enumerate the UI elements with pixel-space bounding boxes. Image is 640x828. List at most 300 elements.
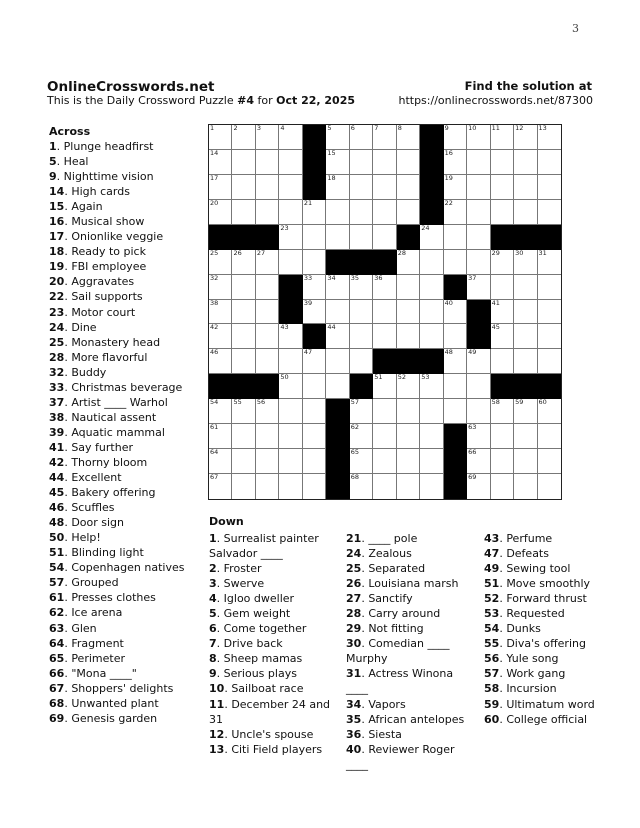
grid-cell[interactable] [279,474,302,499]
clue-text: Genesis garden [71,711,158,725]
cell-number: 51 [374,373,383,382]
grid-cell[interactable] [373,324,396,349]
grid-cell[interactable] [303,474,326,499]
grid-cell[interactable] [373,300,396,325]
grid-cell[interactable] [538,324,561,349]
grid-cell[interactable] [514,424,537,449]
grid-cell[interactable] [303,374,326,399]
cell-number: 12 [515,124,524,132]
grid-cell[interactable] [373,125,396,150]
grid-cell[interactable] [467,250,490,275]
cell-number: 55 [233,398,242,407]
grid-cell[interactable] [303,449,326,474]
grid-cell[interactable] [444,175,467,200]
grid-cell[interactable] [256,175,279,200]
grid-cell[interactable] [232,275,255,300]
grid-cell[interactable] [420,225,443,250]
puzzle-subtitle [47,94,355,107]
grid-cell[interactable] [256,250,279,275]
grid-cell[interactable] [491,324,514,349]
grid-cell[interactable] [420,250,443,275]
grid-cell[interactable] [232,250,255,275]
grid-cell[interactable] [373,200,396,225]
clue-number: 57 [49,576,65,590]
site-title: OnlineCrosswords.net [47,79,215,95]
grid-cell[interactable] [350,150,373,175]
grid-cell[interactable] [467,349,490,374]
grid-cell[interactable] [420,399,443,424]
clue-text: Zealous [368,547,412,561]
grid-cell[interactable] [491,349,514,374]
grid-cell[interactable] [279,150,302,175]
grid-cell[interactable] [209,125,232,150]
grid-cell[interactable] [303,250,326,275]
grid-cell[interactable] [279,225,302,250]
grid-cell[interactable] [491,275,514,300]
grid-cell[interactable] [420,300,443,325]
grid-cell[interactable] [209,250,232,275]
grid-cell[interactable] [444,125,467,150]
grid-cell[interactable] [397,374,420,399]
grid-cell[interactable] [444,399,467,424]
grid-cell[interactable] [279,449,302,474]
grid-cell[interactable] [232,150,255,175]
grid-cell[interactable] [514,275,537,300]
grid-cell[interactable] [326,275,349,300]
grid-cell[interactable] [209,275,232,300]
clue-item: 46. Scuffles [49,501,115,515]
down-heading: Down [209,515,244,528]
clue-text: Onionlike veggie [71,230,164,244]
grid-cell[interactable] [256,324,279,349]
grid-cell[interactable] [209,175,232,200]
grid-cell[interactable] [467,175,490,200]
clue-item: 28. More flavorful [49,350,148,364]
cell-number: 25 [210,248,219,257]
grid-cell[interactable] [467,225,490,250]
grid-cell[interactable] [256,399,279,424]
cell-number: 17 [210,173,219,182]
cell-number: 19 [444,173,453,182]
clue-number: 9 [209,667,217,681]
clue-item: 21. ____ pole [346,532,418,545]
black-square [514,374,537,399]
grid-cell[interactable] [303,225,326,250]
down-clues-column-2 [346,531,474,772]
grid-cell[interactable] [279,374,302,399]
grid-cell[interactable] [538,300,561,325]
clue-number: 46 [49,501,65,515]
cell-number: 60 [538,398,547,407]
grid-cell[interactable] [514,449,537,474]
cell-number: 57 [350,398,360,407]
grid-cell[interactable] [279,125,302,150]
cell-number: 45 [491,323,500,332]
clue-text: Shoppers' delights [71,681,174,695]
grid-cell[interactable] [279,424,302,449]
grid-cell[interactable] [373,150,396,175]
grid-cell[interactable] [397,424,420,449]
grid-cell[interactable] [491,200,514,225]
clue-item: 20. Aggravates [49,275,135,289]
grid-cell[interactable] [397,474,420,499]
clue-text: Heal [63,155,89,169]
clue-item: 67. Shoppers' delights [49,681,174,695]
grid-cell[interactable] [444,374,467,399]
grid-cell[interactable] [538,125,561,150]
grid-cell[interactable] [538,399,561,424]
clue-number: 23 [49,305,65,319]
clue-number: 15 [49,200,65,214]
clue-item: 24. Dine [49,320,97,334]
grid-cell[interactable] [538,349,561,374]
grid-cell[interactable] [514,175,537,200]
grid-cell[interactable] [350,175,373,200]
grid-cell[interactable] [397,275,420,300]
clue-item: 25. Separated [346,562,426,576]
grid-cell[interactable] [232,125,255,150]
black-square [420,200,443,225]
clue-item: 14. High cards [49,185,130,199]
grid-cell[interactable] [232,324,255,349]
clue-item: 55. Diva's offering [484,637,586,651]
grid-cell[interactable] [232,449,255,474]
grid-cell[interactable] [350,424,373,449]
grid-cell[interactable] [209,449,232,474]
grid-cell[interactable] [538,424,561,449]
cell-number: 14 [210,148,219,157]
black-square [373,349,396,374]
black-square [420,150,443,175]
grid-cell[interactable] [303,300,326,325]
grid-cell[interactable] [467,424,490,449]
grid-cell[interactable] [444,349,467,374]
grid-cell[interactable] [397,175,420,200]
grid-cell[interactable] [256,125,279,150]
cell-number: 56 [256,398,266,407]
down-clues-column-3 [484,531,604,727]
grid-cell[interactable] [514,474,537,499]
clue-item: 61. Presses clothes [49,591,156,605]
grid-cell[interactable] [279,399,302,424]
grid-cell[interactable] [420,449,443,474]
grid-cell[interactable] [350,200,373,225]
grid-cell[interactable] [373,374,396,399]
grid-cell[interactable] [397,200,420,225]
grid-cell[interactable] [514,349,537,374]
grid-cell[interactable] [326,374,349,399]
clue-number: 6 [209,622,217,636]
grid-cell[interactable] [209,349,232,374]
cell-number: 63 [468,423,477,432]
clue-text: Defeats [506,547,549,561]
cell-number: 44 [327,323,336,332]
clue-number: 66 [49,666,65,680]
grid-cell[interactable] [397,324,420,349]
grid-cell[interactable] [420,275,443,300]
clue-number: 54 [49,561,65,575]
grid-cell[interactable] [326,300,349,325]
grid-cell[interactable] [373,225,396,250]
clue-text: Thorny bloom [71,455,148,469]
cell-number: 26 [233,248,242,257]
grid-cell[interactable] [420,324,443,349]
black-square [491,374,514,399]
grid-cell[interactable] [350,324,373,349]
grid-cell[interactable] [350,225,373,250]
clue-item: 10. Sailboat race [209,682,304,696]
cell-number: 29 [491,248,500,257]
clue-text: Louisiana marsh [368,577,459,591]
grid-cell[interactable] [397,449,420,474]
clue-number: 51 [49,546,65,560]
black-square [444,275,467,300]
grid-cell[interactable] [326,175,349,200]
grid-cell[interactable] [467,200,490,225]
clue-number: 25 [346,562,362,576]
grid-cell[interactable] [444,250,467,275]
grid-cell[interactable] [279,200,302,225]
grid-cell[interactable] [209,424,232,449]
grid-cell[interactable] [232,424,255,449]
black-square [491,225,514,250]
grid-cell[interactable] [303,424,326,449]
grid-cell[interactable] [491,250,514,275]
clue-text: Sanctify [368,592,413,606]
grid-cell[interactable] [444,150,467,175]
grid-cell[interactable] [444,300,467,325]
grid-cell[interactable] [209,150,232,175]
grid-cell[interactable] [420,374,443,399]
grid-cell[interactable] [538,200,561,225]
grid-cell[interactable] [538,150,561,175]
clue-text: FBI employee [71,260,147,274]
clue-number: 39 [49,425,65,439]
grid-cell[interactable] [467,275,490,300]
grid-cell[interactable] [279,324,302,349]
grid-cell[interactable] [491,424,514,449]
grid-cell[interactable] [350,349,373,374]
grid-cell[interactable] [256,474,279,499]
grid-cell[interactable] [350,449,373,474]
grid-cell[interactable] [538,175,561,200]
cell-number: 11 [491,124,500,132]
cell-number: 23 [280,223,289,232]
grid-cell[interactable] [538,474,561,499]
clue-text: Siesta [368,727,402,741]
solution-url[interactable]: https://onlinecrosswords.net/87300 [398,94,593,107]
grid-cell[interactable] [444,225,467,250]
grid-cell[interactable] [350,399,373,424]
grid-cell[interactable] [444,200,467,225]
grid-cell[interactable] [373,474,396,499]
grid-cell[interactable] [514,399,537,424]
cell-number: 59 [515,398,524,407]
grid-cell[interactable] [420,424,443,449]
grid-cell[interactable] [538,250,561,275]
grid-cell[interactable] [467,474,490,499]
clue-text: Sail supports [71,290,143,304]
grid-cell[interactable] [467,374,490,399]
grid-cell[interactable] [538,449,561,474]
clue-number: 35 [346,712,362,726]
grid-cell[interactable] [350,300,373,325]
clue-item: 37. Artist ____ Warhol [49,395,168,409]
grid-cell[interactable] [420,474,443,499]
black-square [444,424,467,449]
cell-number: 52 [397,373,406,382]
clue-item: 60. College official [484,712,588,726]
cell-number: 68 [350,473,360,482]
grid-cell[interactable] [303,200,326,225]
grid-cell[interactable] [256,200,279,225]
clue-text: Dunks [506,622,541,636]
grid-cell[interactable] [256,275,279,300]
grid-cell[interactable] [491,474,514,499]
grid-cell[interactable] [491,399,514,424]
grid-cell[interactable] [209,200,232,225]
black-square [256,374,279,399]
grid-cell[interactable] [373,449,396,474]
grid-cell[interactable] [373,175,396,200]
grid-cell[interactable] [514,200,537,225]
clue-item: 48. Door sign [49,516,125,530]
clue-number: 29 [346,622,362,636]
clue-number: 5 [209,607,217,621]
grid-cell[interactable] [514,250,537,275]
black-square [256,225,279,250]
grid-cell[interactable] [514,150,537,175]
black-square [397,225,420,250]
grid-cell[interactable] [303,399,326,424]
black-square [538,374,561,399]
grid-cell[interactable] [232,474,255,499]
cell-number: 8 [397,124,402,132]
clue-text: Drive back [223,637,283,651]
clue-text: Christmas beverage [71,380,183,394]
grid-cell[interactable] [514,300,537,325]
clue-text: Carry around [368,607,441,621]
grid-cell[interactable] [350,275,373,300]
clue-item: 41. Say further [49,440,133,454]
grid-cell[interactable] [209,474,232,499]
grid-cell[interactable] [256,424,279,449]
clue-item: 23. Motor court [49,305,136,319]
grid-cell[interactable] [467,449,490,474]
grid-cell[interactable] [373,424,396,449]
grid-cell[interactable] [491,125,514,150]
black-square [232,225,255,250]
grid-cell[interactable] [232,349,255,374]
grid-cell[interactable] [491,175,514,200]
grid-cell[interactable] [326,349,349,374]
grid-cell[interactable] [209,324,232,349]
grid-cell[interactable] [326,125,349,150]
grid-cell[interactable] [491,150,514,175]
grid-cell[interactable] [256,300,279,325]
cell-number: 48 [444,348,453,357]
grid-cell[interactable] [514,125,537,150]
grid-cell[interactable] [326,150,349,175]
grid-cell[interactable] [326,324,349,349]
grid-cell[interactable] [373,399,396,424]
clue-number: 60 [484,712,500,726]
grid-cell[interactable] [491,300,514,325]
clue-number: 41 [49,440,65,454]
grid-cell[interactable] [303,349,326,374]
grid-cell[interactable] [397,250,420,275]
cell-number: 46 [210,348,219,357]
grid-cell[interactable] [232,399,255,424]
cell-number: 3 [256,124,262,132]
clue-text: Presses clothes [71,591,156,605]
clue-number: 55 [484,637,500,651]
grid-cell[interactable] [350,474,373,499]
cell-number: 37 [468,273,477,282]
clue-text: Copenhagen natives [71,561,185,575]
grid-cell[interactable] [397,125,420,150]
clue-number: 8 [209,652,217,666]
clue-text: African antelopes [368,712,465,726]
black-square [350,250,373,275]
clue-text: Monastery head [71,335,161,349]
grid-cell[interactable] [232,175,255,200]
cell-number: 27 [256,248,266,257]
grid-cell[interactable] [397,300,420,325]
grid-cell[interactable] [467,399,490,424]
clue-number: 19 [49,260,65,274]
grid-cell[interactable] [326,200,349,225]
cell-number: 54 [210,398,219,407]
grid-cell[interactable] [444,324,467,349]
grid-cell[interactable] [232,200,255,225]
grid-cell[interactable] [209,399,232,424]
grid-cell[interactable] [467,150,490,175]
grid-cell[interactable] [256,349,279,374]
clue-item: 15. Again [49,200,103,214]
clue-text: Gem weight [223,607,291,621]
grid-cell[interactable] [397,399,420,424]
grid-cell[interactable] [279,349,302,374]
clue-number: 13 [209,742,225,756]
grid-cell[interactable] [256,150,279,175]
grid-cell[interactable] [538,275,561,300]
grid-cell[interactable] [279,175,302,200]
grid-cell[interactable] [373,275,396,300]
grid-cell[interactable] [303,275,326,300]
grid-cell[interactable] [232,300,255,325]
grid-cell[interactable] [326,225,349,250]
clue-number: 5 [49,155,57,169]
clue-number: 44 [49,471,65,485]
clue-item: 17. Onionlike veggie [49,230,164,244]
grid-cell[interactable] [514,324,537,349]
clue-item: 33. Christmas beverage [49,380,183,394]
grid-cell[interactable] [397,150,420,175]
black-square [467,324,490,349]
grid-cell[interactable] [279,250,302,275]
clue-number: 28 [346,607,362,621]
grid-cell[interactable] [467,125,490,150]
grid-cell[interactable] [256,449,279,474]
grid-cell[interactable] [209,300,232,325]
cell-number: 15 [327,148,336,157]
grid-cell[interactable] [350,125,373,150]
clue-number: 20 [49,275,65,289]
clue-item: 66. "Mona ____" [49,666,137,680]
grid-cell[interactable] [491,449,514,474]
cell-number: 47 [303,348,313,357]
